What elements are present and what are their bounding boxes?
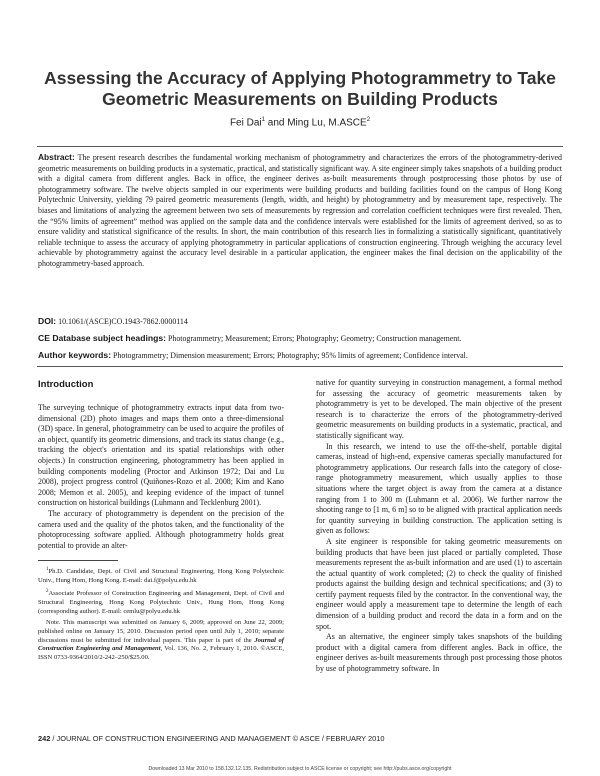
ce-headings-line — [38, 333, 562, 345]
footnote-2-mark: 2 — [46, 589, 49, 595]
keywords-value: Photogrammetry; Dimension measurement; Errors; Photography; 95% limits of agreement; Confidence interval. — [113, 351, 468, 360]
footnote-2 — [38, 588, 284, 616]
right-paragraph-1: native for quantity surveying in construction management, a formal method for assessing the accuracy of geometric measurements taken by photogrammetry is yet to be developed. The main objective of the present research is to characterize the errors of the photogrammetry-derived geometric measurements on building products in a systematic, practical, and statistically significant way. — [316, 378, 562, 440]
intro-paragraph-1: The surveying technique of photogrammetry extracts input data from two-dimensional (2D) photo images and maps them onto a three-dimensional (3D) space. In general, photogrammetry can be used to acquire the profiles of an object, quantify its geometric dimensions, and track its status change (e.g., tracking the object's orientation and its spatial relationships with other objects.) In construction engineering, photogrammetry has been applied in building components modeling (Proctor and Atkinson 1972; Dai and Lu 2008), project progress control (Quiñones-Rozo et al. 2008; Kim and Kano 2008; Memon et al. 2005), and keeping evidence of the impact of tunnel construction on historical buildings (Luhmann and Tecklenburg 2001). — [38, 403, 284, 508]
abstract — [38, 152, 562, 270]
page-footer — [38, 734, 562, 743]
author-2: and Ming Lu, M.ASCE — [264, 117, 367, 129]
doi-label: DOI: — [38, 316, 57, 326]
paper-title: Assessing the Accuracy of Applying Photogrammetry to Take Geometric Measurements on Building Products — [44, 68, 556, 109]
footnotes — [38, 566, 284, 665]
footnote-1-mark: 1 — [46, 567, 49, 572]
author-1-footnote-mark: 1 — [261, 117, 265, 123]
footnote-1 — [38, 566, 284, 585]
abstract-top-rule — [37, 146, 563, 147]
right-paragraph-4: As an alternative, the engineer simply takes snapshots of the building product with a digital camera from different angles. Back in office, the engineer derives as-built measurements through post processing those photos by use of photogrammetry software. In — [316, 632, 562, 674]
right-column — [316, 378, 562, 675]
submission-note-citation: , Vol. 136, No. 2, February 1, 2010. ©ASCE, ISSN 0733-9364/2010/2-242–250/$25.00. — [38, 645, 284, 661]
footnote-1-text: Ph.D. Candidate, Dept. of Civil and Structural Engineering, Hong Kong Polytechnic Univ., Hung Hom, Hong Kong. E-mail: dai.f@polyu.edu.hk — [38, 568, 284, 584]
running-footer: / JOURNAL OF CONSTRUCTION ENGINEERING AND MANAGEMENT © ASCE / FEBRUARY 2010 — [50, 734, 385, 743]
doi-value[interactable]: 10.1061/(ASCE)CO.1943-7862.0000114 — [58, 317, 188, 326]
abstract-bottom-rule — [37, 366, 563, 367]
abstract-text: The present research describes the fundamental working mechanism of photogrammetry and characterizes the errors of the photogrammetry-derived geometric measurements on building products in a systematic, practical, and statistically significant way. A site engineer simply takes snapshots of a building product with a digital camera from different angles. Back in office, the engineer derives as-built measurements through postprocessing those photos by use of photogrammetry software. The twelve objects sampled in our experiments were building products and building facilities found on the campus of Hong Kong Polytechnic University, yielding 79 paired geometric measurements (length, width, and height) by photogrammetry and by measurement tape, respectively. The biases and limitations of analyzing the agreement between two sets of measurements by regression and correlation coefficient techniques were first revealed. Then, the “95% limits of agreement” method was applied on the sample data and the confidence intervals were established for the limits of agreement derived, so as to ensure validity and statistical significance of the results. In short, the main contribution of this research lies in formalizing a statistically significant, quantitatively reliable technique to assess the accuracy of applying photogrammetry in particular applications of construction engineering. Through weighing the accuracy level achievable by photogrammetry against the accuracy level desirable in a particular application, the engineer makes the final decision on the applicability of the photogrammetry-based approach. — [38, 153, 562, 268]
right-paragraph-2: In this research, we intend to use the off-the-shelf, portable digital cameras, instead of high-end, expensive cameras specially manufactured for photogrammetry applications. Our research falls into the category of close-range photogrammetry measurement, which usually applies to those situations where the target object is away from the camera at a distance ranging from 1 to 300 m (Luhmann et al. 2006). We further narrow the shooting range to [1 m, 6 m] so to be aligned with practical application needs for quantity surveying in building construction. The application setting is given as follows: — [316, 441, 562, 536]
right-paragraph-3: A site engineer is responsible for taking geometric measurements on building products that have been just placed or partially completed. Those measurements represent the as-built information and are used (1) to ascertain the actual quantity of work completed; (2) to check the quality of finished products against the building design and technical specifications; and (3) to certify payment requests filed by the contractor. In the conventional way, the engineer would apply a measurement tape to determine the length of each dimension of a building product and record the data in a form and on the spot. — [316, 536, 562, 631]
left-column — [38, 403, 284, 551]
download-notice: Downloaded 13 Mar 2010 to 158.132.12.135. Redistribution subject to ASCE license or copyright; see http://pubs.asce.org/copyright — [148, 766, 452, 772]
author-2-footnote-mark: 2 — [366, 117, 371, 123]
ce-headings-value: Photogrammetry; Measurement; Errors; Photography; Geometry; Construction management. — [167, 334, 462, 343]
ce-headings-label: CE Database subject headings: — [38, 333, 166, 343]
submission-note-text: Note. This manuscript was submitted on January 6, 2009; approved on June 22, 2009; published online on January 15, 2010. Discussion period open until July 1, 2010; separate discussions must be submitted for individual papers. This paper is part of the — [38, 619, 284, 644]
keywords-label: Author keywords: — [38, 350, 112, 360]
page-number: 242 — [38, 734, 51, 743]
author-line — [40, 117, 560, 128]
keywords-line — [38, 350, 562, 362]
author-1: Fei Dai — [229, 117, 262, 129]
intro-paragraph-2: The accuracy of photogrammetry is dependent on the precision of the camera used and the quality of the photos taken, and the functionality of the photoprocessing software applied. Although photogrammetry holds great potential to provide an alter- — [38, 508, 284, 550]
doi-line — [38, 316, 562, 328]
journal-name: Journal of Construction Engineering and Management — [38, 636, 285, 653]
submission-note — [38, 619, 284, 662]
footnote-rule — [38, 560, 118, 561]
abstract-label: Abstract: — [38, 152, 75, 162]
footnote-2-text: Associate Professor of Construction Engineering and Management, Dept. of Civil and Structural Engineering, Hong Kong Polytechnic Univ., Hung Hom, Hong Kong (corresponding author). E-mail: cemlu@polyu.edu.hk — [38, 590, 284, 615]
section-heading-introduction: Introduction — [38, 379, 94, 390]
